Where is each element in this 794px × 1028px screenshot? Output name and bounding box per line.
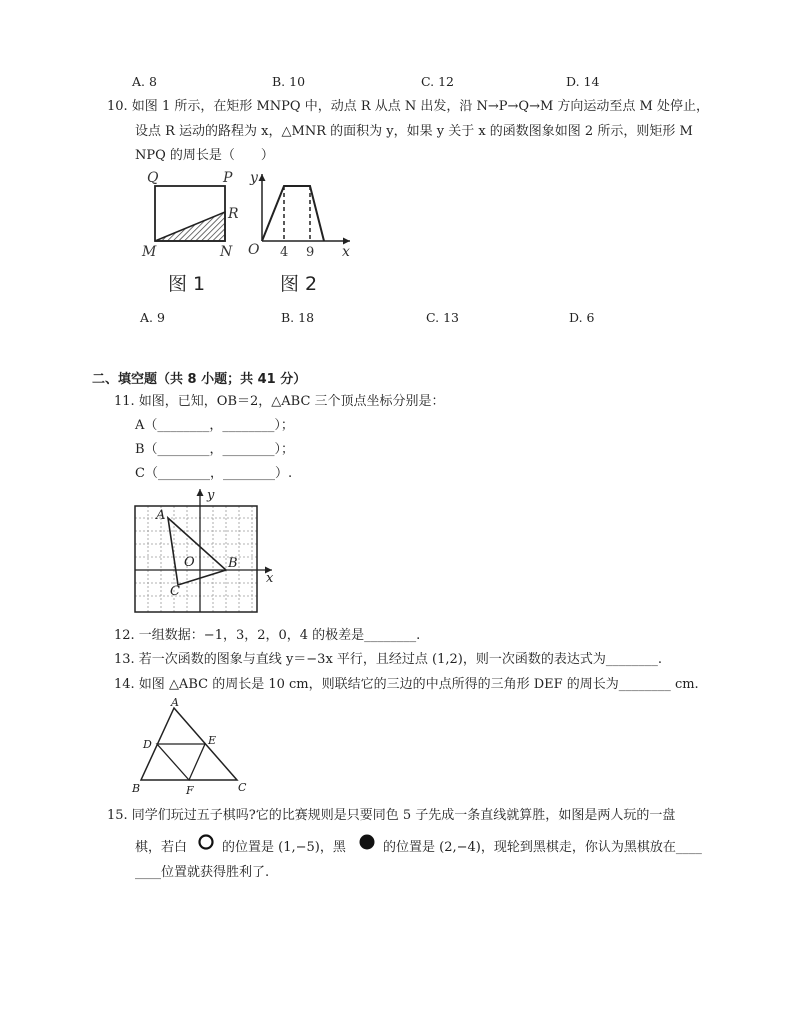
- label-p: P: [223, 170, 233, 186]
- q9-option-d: D. 14: [566, 74, 600, 89]
- label-o: O: [184, 555, 195, 570]
- q15-line-2b: 的位置是 (1,−5)，黑: [222, 840, 346, 855]
- q12-text: 12. 一组数据：−1，3，2，0，4 的极差是________.: [114, 628, 421, 643]
- q11-figure: [130, 484, 280, 618]
- q13-text: 13. 若一次函数的图象与直线 y＝−3x 平行，且经过点 (1,2)，则一次函数的表达式为________.: [114, 652, 662, 667]
- q10-option-c: C. 13: [426, 310, 459, 325]
- q10-line-3: NPQ 的周长是（ ）: [135, 148, 274, 163]
- label-e: E: [208, 734, 217, 747]
- label-x: x: [266, 571, 274, 586]
- label-y: y: [250, 170, 258, 186]
- q11-line-c: C（________，________）.: [135, 466, 293, 481]
- black-stone-icon: [358, 833, 376, 851]
- q10-figure-1: [138, 168, 248, 292]
- q10-figure-2: [246, 168, 356, 292]
- q10-option-d: D. 6: [569, 310, 595, 325]
- q9-option-b: B. 10: [272, 74, 306, 89]
- label-n: N: [220, 244, 233, 260]
- label-c: C: [170, 584, 180, 599]
- grid-lines: [135, 506, 257, 612]
- label-a: A: [156, 508, 166, 523]
- q10-line-2: 设点 R 运动的路程为 x，△MNR 的面积为 y，如果 y 关于 x 的函数图象如图 2 所示，则矩形 M: [135, 124, 693, 139]
- q15-line-2c: 的位置是 (2,−4)，现轮到黑棋走，你认为黑棋放在____: [383, 840, 702, 855]
- q11-line-b: B（________，________）；: [135, 442, 295, 457]
- label-b: B: [132, 782, 141, 795]
- q10-line-1: 10. 如图 1 所示，在矩形 MNPQ 中，动点 R 从点 N 出发，沿 N→P→Q→M 方向运动至点 M 处停止，: [107, 99, 709, 114]
- triangle-def: [157, 744, 205, 780]
- triangle-abc: [168, 518, 226, 585]
- white-stone-icon: [197, 833, 215, 851]
- caption-figure-1: 图 1: [168, 273, 206, 292]
- label-r: R: [228, 206, 239, 222]
- q11-line-a: A（________，________）；: [135, 418, 294, 433]
- graph-trapezoid: [262, 186, 324, 241]
- q14-text: 14. 如图 △ABC 的周长是 10 cm，则联结它的三边的中点所得的三角形 DEF 的周长为________ cm.: [114, 677, 699, 692]
- q10-option-b: B. 18: [281, 310, 315, 325]
- q11-stem: 11. 如图，已知，OB＝2，△ABC 三个顶点坐标分别是：: [114, 394, 445, 409]
- label-q: Q: [147, 170, 159, 186]
- q9-option-a: A. 8: [132, 74, 157, 89]
- q10-option-a: A. 9: [140, 310, 165, 325]
- q15-line-2a: 棋，若白: [135, 840, 188, 855]
- q9-option-c: C. 12: [421, 74, 454, 89]
- q15-line-3: ____位置就获得胜利了.: [135, 865, 270, 880]
- label-c: C: [238, 781, 247, 794]
- label-y: y: [207, 488, 215, 503]
- q14-figure: [130, 696, 255, 796]
- tick-4: 4: [280, 245, 289, 260]
- caption-figure-2: 图 2: [280, 273, 318, 292]
- label-b: B: [228, 556, 238, 571]
- label-o: O: [248, 242, 260, 258]
- tick-9: 9: [306, 245, 315, 260]
- q15-line-1: 15. 同学们玩过五子棋吗?它的比赛规则是只要同色 5 子先成一条直线就算胜，如图是两人玩的一盘: [107, 808, 676, 823]
- section-heading: 二、填空题（共 8 小题；共 41 分）: [92, 372, 307, 387]
- label-a: A: [171, 696, 179, 709]
- triangle-mnr: [155, 212, 225, 241]
- label-d: D: [143, 738, 152, 751]
- label-x: x: [342, 244, 350, 260]
- label-m: M: [142, 244, 157, 260]
- label-f: F: [186, 784, 194, 796]
